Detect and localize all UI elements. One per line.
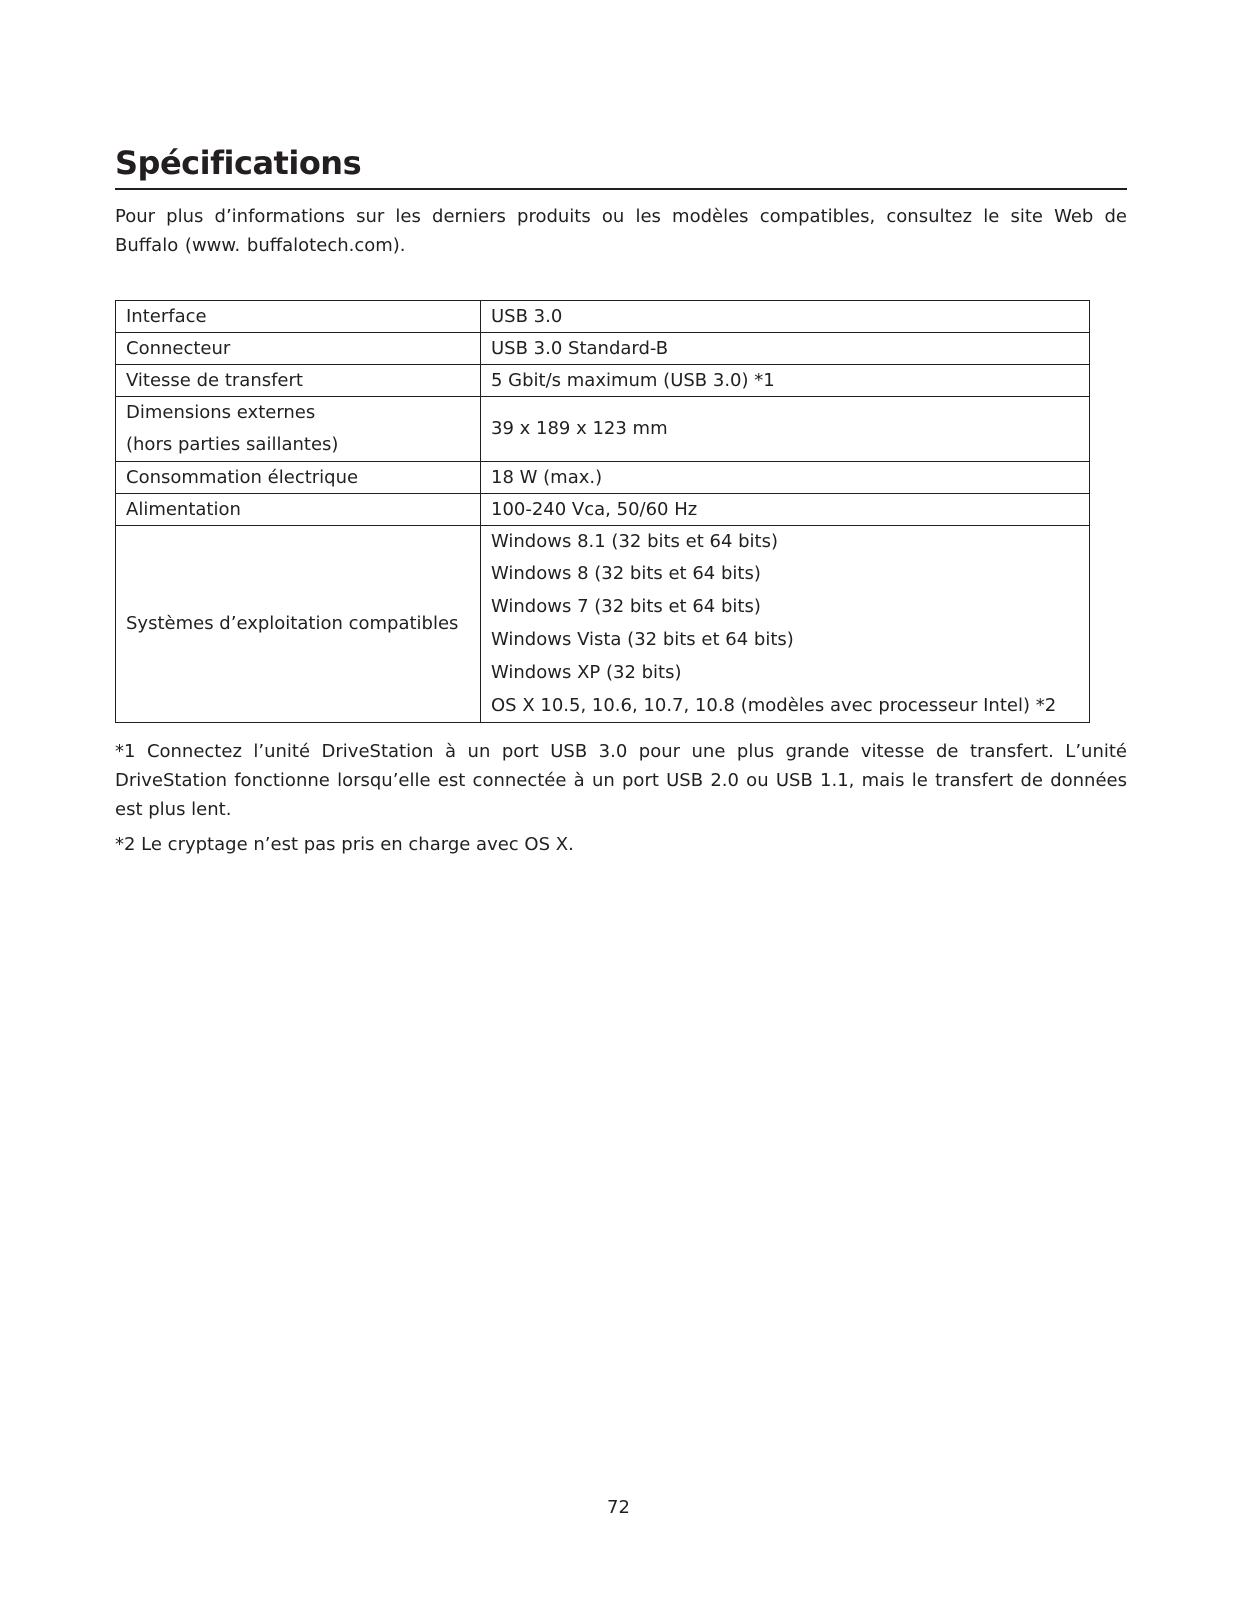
page-number: 72 [607,1497,630,1518]
specifications-table [115,300,1090,723]
spec-value-speed: 5 Gbit/s maximum (USB 3.0) *1 [481,365,1090,397]
spec-label-power-consumption: Consommation électrique [116,462,481,494]
spec-value-power-consumption: 18 W (max.) [481,462,1090,494]
spec-value-interface: USB 3.0 [481,301,1090,333]
spec-value-power-supply: 100-240 Vca, 50/60 Hz [481,494,1090,526]
spec-label-dimensions-line1: Dimensions externes [126,402,316,423]
spec-label-dimensions-line2: (hors parties saillantes) [126,434,339,455]
os-item: Windows 7 (32 bits et 64 bits) [491,596,761,617]
table-row [116,397,1090,462]
spec-label-dimensions [116,397,481,462]
spec-label-os: Systèmes d’exploitation compatibles [116,526,481,723]
title-underline [115,188,1127,190]
os-item: Windows 8 (32 bits et 64 bits) [491,563,761,584]
spec-label-interface: Interface [116,301,481,333]
table-row [116,494,1090,526]
os-item: Windows XP (32 bits) [491,662,682,683]
spec-value-connector: USB 3.0 Standard-B [481,333,1090,365]
page-title: Spécifications [115,144,362,182]
spec-value-dimensions: 39 x 189 x 123 mm [481,397,1090,462]
footnotes [115,737,1127,865]
table-row [116,462,1090,494]
spec-label-connector: Connecteur [116,333,481,365]
os-item: OS X 10.5, 10.6, 10.7, 10.8 (modèles avec processeur Intel) *2 [491,695,1057,716]
os-item: Windows Vista (32 bits et 64 bits) [491,629,794,650]
spec-value-os [481,526,1090,723]
spec-label-power-supply: Alimentation [116,494,481,526]
table-row [116,333,1090,365]
intro-paragraph: Pour plus d’informations sur les derniers produits ou les modèles compatibles, consultez le site Web de Buffalo (www. buffalotech.com). [115,206,1127,256]
spec-label-speed: Vitesse de transfert [116,365,481,397]
footnote-2: *2 Le cryptage n’est pas pris en charge avec OS X. [115,834,574,855]
table-row [116,301,1090,333]
table-row [116,365,1090,397]
footnote-1: *1 Connectez l’unité DriveStation à un port USB 3.0 pour une plus grande vitesse de transfert. L’unité DriveStation fonctionne lorsqu’elle est connectée à un port USB 2.0 ou USB 1.1, mais le transfert de données est plus lent. [115,741,1127,820]
os-item: Windows 8.1 (32 bits et 64 bits) [491,531,779,552]
table-row [116,526,1090,723]
